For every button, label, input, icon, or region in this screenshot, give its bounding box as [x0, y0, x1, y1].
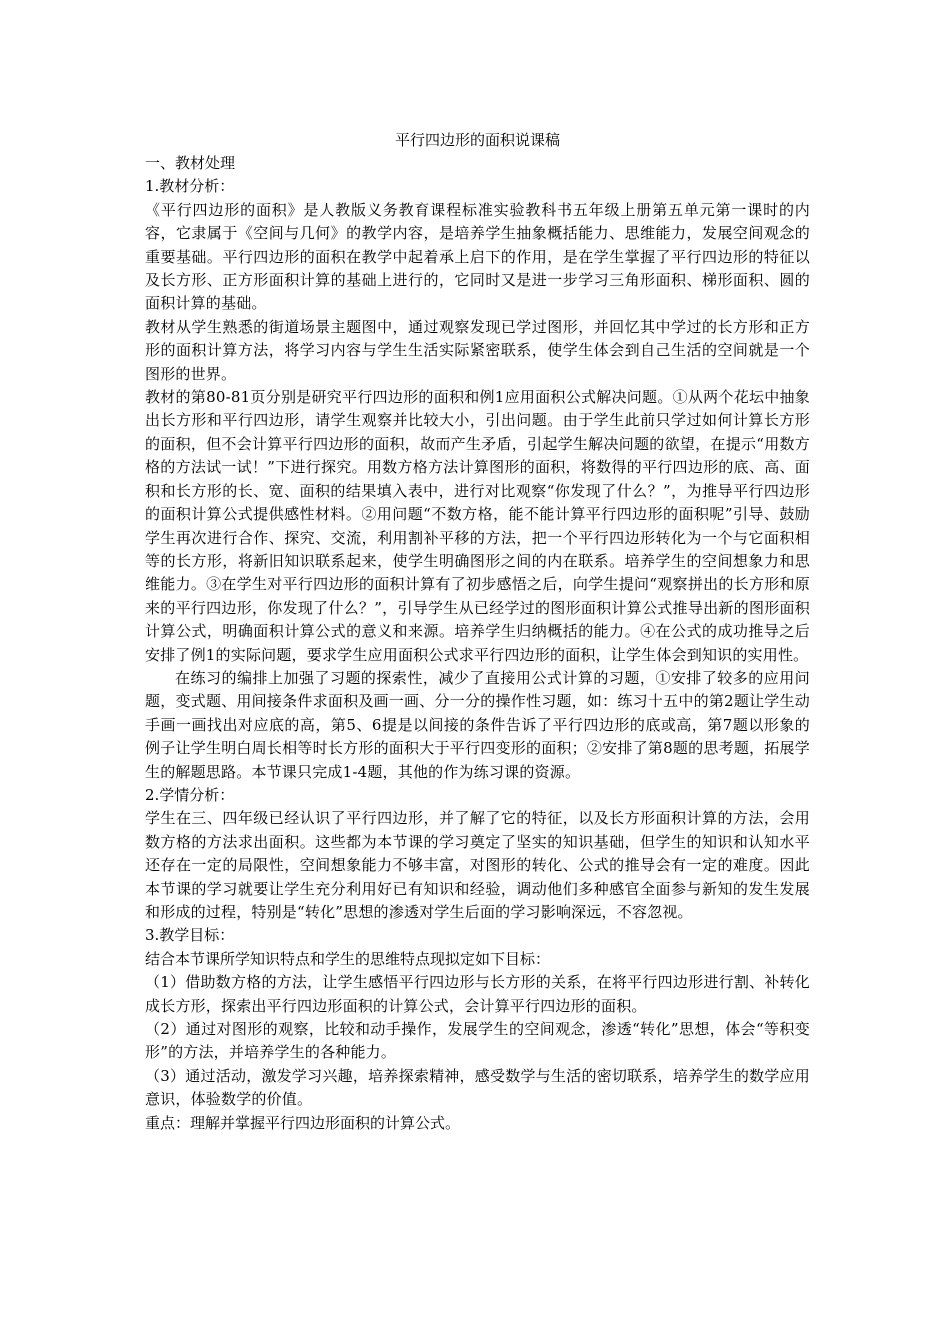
section-heading-materials: 一、教材处理: [145, 154, 236, 172]
paragraph-exercises: 在练习的编排上加强了习题的探索性，减少了直接用公式计算的习题，①安排了较多的应用问题，变式题、用间接条件求面积及画一画、分一分的操作性习题，如：练习十五中的第2题让学生动手画一画找出对应底的高，第5、6提是以间接的条件告诉了平行四边形的底或高，第7题以形象的例子让学生明白周长相等时长方形的面积大于平行四变形的面积；②安排了第8题的思考题，拓展学生的解题思路。本节课只完成1-4题，其他的作为练习课的资源。: [145, 668, 810, 781]
goal-item-2: （2）通过对图形的观察，比较和动手操作，发展学生的空间观念，渗透“转化”思想，体会“等积变形”的方法，并培养学生的各种能力。: [145, 1020, 810, 1062]
paragraph-textbook-analysis: 《平行四边形的面积》是人教版义务教育课程标准实验教科书五年级上册第五单元第一课时的内容，它隶属于《空间与几何》的教学内容，是培养学生抽象概括能力、思维能力，发展空间观念的重要基础。平行四边形的面积在教学中起着承上启下的作用，是在学生掌握了平行四边形的特征以及长方形、正方形面积计算的基础上进行的，它同时又是进一步学习三角形面积、梯形面积、圆的面积计算的基础。: [145, 200, 810, 313]
paragraph-goals-intro: 结合本节课所学知识特点和学生的思维特点现拟定如下目标：: [145, 949, 551, 968]
subheading-teaching-goals: 3.教学目标：: [145, 926, 235, 945]
paragraph-street-scene: 教材从学生熟悉的街道场景主题图中，通过观察发现已学过图形，并回忆其中学过的长方形和正方形的面积计算方法，将学习内容与学生生活实际紧密联系，使学生体会到自己生活的空间就是一个图形的世界。: [145, 317, 810, 383]
document-title: 平行四边形的面积说课稿: [394, 131, 560, 149]
document-page: [145, 130, 810, 1135]
subheading-student-analysis: 2.学情分析：: [145, 785, 235, 804]
key-point: 重点：理解并掌握平行四边形面积的计算公式。: [145, 1113, 461, 1132]
goal-item-3: （3）通过活动，激发学习兴趣，培养探索精神，感受数学与生活的密切联系，培养学生的数学应用意识，体验数学的价值。: [145, 1066, 810, 1109]
paragraph-student-analysis: 学生在三、四年级已经认识了平行四边形，并了解了它的特征，以及长方形面积计算的方法，会用数方格的方法求出面积。这些都为本节课的学习奠定了坚实的知识基础，但学生的知识和认知水平还存在一定的局限性，空间想象能力不够丰富，对图形的转化、公式的推导会有一定的难度。因此本节课的学习就要让学生充分利用好已有知识和经验，调动他们多种感官全面参与新知的发生发展和形成的过程，特别是“转化”思想的渗透对学生后面的学习影响深远，不容忽视。: [145, 809, 810, 921]
subheading-textbook-analysis: 1.教材分析：: [145, 177, 235, 196]
goal-item-1: （1）借助数方格的方法，让学生感悟平行四边形与长方形的关系，在将平行四边形进行割、补转化成长方形，探索出平行四边形面积的计算公式，会计算平行四边形的面积。: [145, 973, 810, 1015]
paragraph-pages-80-81: 教材的第80-81页分别是研究平行四边形的面积和例1应用面积公式解决问题。①从两个花坛中抽象出长方形和平行四边形，请学生观察并比较大小，引出问题。由于学生此前只学过如何计算长方形的面积，但不会计算平行四边形的面积，故而产生矛盾，引起学生解决问题的欲望，在提示“用数方格的方法试一试！”下进行探究。用数方格方法计算图形的面积，将数得的平行四边形的底、高、面积和长方形的长、宽、面积的结果填入表中，进行对比观察“你发现了什么？”，为推导平行四边形的面积计算公式提供感性材料。②用问题“不数方格，能不能计算平行四边形的面积呢”引导、鼓励学生再次进行合作、探究、交流，利用割补平移的方法，把一个平行四边形转化为一个与它面积相等的长方形，将新旧知识联系起来，使学生明确图形之间的内在联系。培养学生的空间想象力和思维能力。③在学生对平行四边形的面积计算有了初步感悟之后，向学生提问“观察拼出的长方形和原来的平行四边形，你发现了什么？”，引导学生从已经学过的图形面积计算公式推导出新的图形面积计算公式，明确面积计算公式的意义和来源。培养学生归纳概括的能力。④在公式的成功推导之后安排了例1的实际问题，要求学生应用面积公式求平行四边形的面积，让学生体会到知识的实用性。: [145, 388, 810, 664]
